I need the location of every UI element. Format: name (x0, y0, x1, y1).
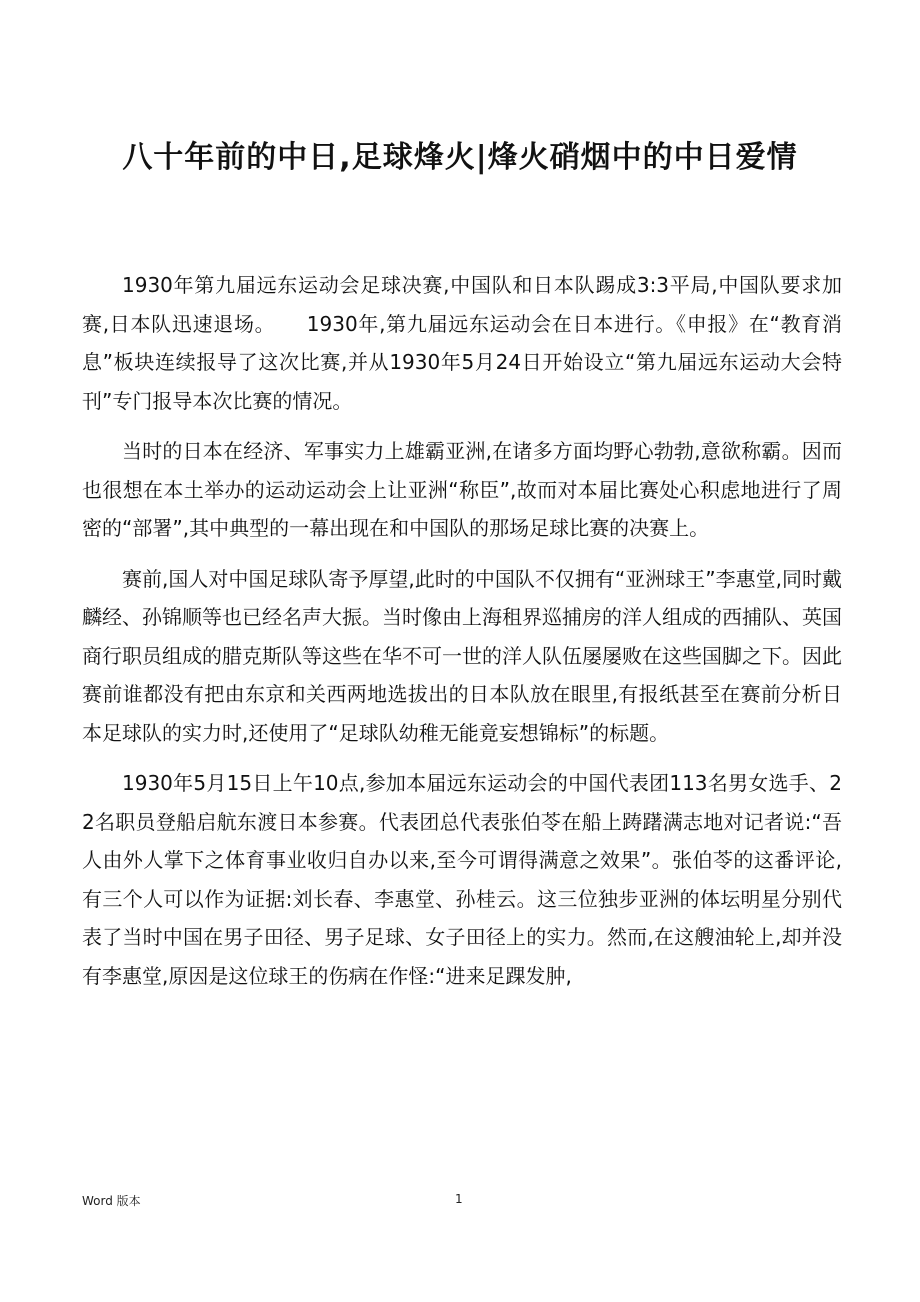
footer-label: Word 版本 (82, 1194, 141, 1208)
paragraph-3: 赛前,国人对中国足球队寄予厚望,此时的中国队不仅拥有“亚洲球王”李惠堂,同时戴麟经、孙锦顺等也已经名声大振。当时像由上海租界巡捕房的洋人组成的西捕队、英国商行职员组成的腊克斯队等这些在华不可一世的洋人队伍屡屡败在这些国脚之下。因此赛前谁都没有把由东京和关西两地选拔出的日本队放在眼里,有报纸甚至在赛前分析日本足球队的实力时,还使用了“足球队幼稚无能竟妄想锦标”的标题。 (82, 566, 842, 745)
page-number: 1 (455, 1192, 463, 1206)
paragraph-2: 当时的日本在经济、军事实力上雄霸亚洲,在诸多方面均野心勃勃,意欲称霸。因而也很想在本土举办的运动运动会上让亚洲“称臣”,故而对本届比赛处心积虑地进行了周密的“部署”,其中典型的一幕出现在和中国队的那场足球比赛的决赛上。 (82, 439, 842, 540)
paragraph-1: 1930年第九届远东运动会足球决赛,中国队和日本队踢成3:3平局,中国队要求加赛,日本队迅速退场。 1930年,第九届远东运动会在日本进行。《申报》在“教育消息”板块连续报导了这次比赛,并从1930年5月24日开始设立“第九届远东运动大会特刊”专门报导本次比赛的情况。 (82, 273, 842, 413)
document-title: 八十年前的中日,足球烽火|烽火硝烟中的中日爱情 (122, 140, 798, 175)
paragraph-4: 1930年5月15日上午10点,参加本届远东运动会的中国代表团113名男女选手、22名职员登船启航东渡日本参赛。代表团总代表张伯苓在船上踌躇满志地对记者说:“吾人由外人掌下之体育事业收归自办以来,至今可谓得满意之效果”。张伯苓的这番评论,有三个人可以作为证据:刘长春、李惠堂、孙桂云。这三位独步亚洲的体坛明星分别代表了当时中国在男子田径、男子足球、女子田径上的实力。然而,在这艘油轮上,却并没有李惠堂,原因是这位球王的伤病在作怪:“进来足踝发肿, (82, 771, 842, 988)
document-body (82, 266, 842, 1007)
